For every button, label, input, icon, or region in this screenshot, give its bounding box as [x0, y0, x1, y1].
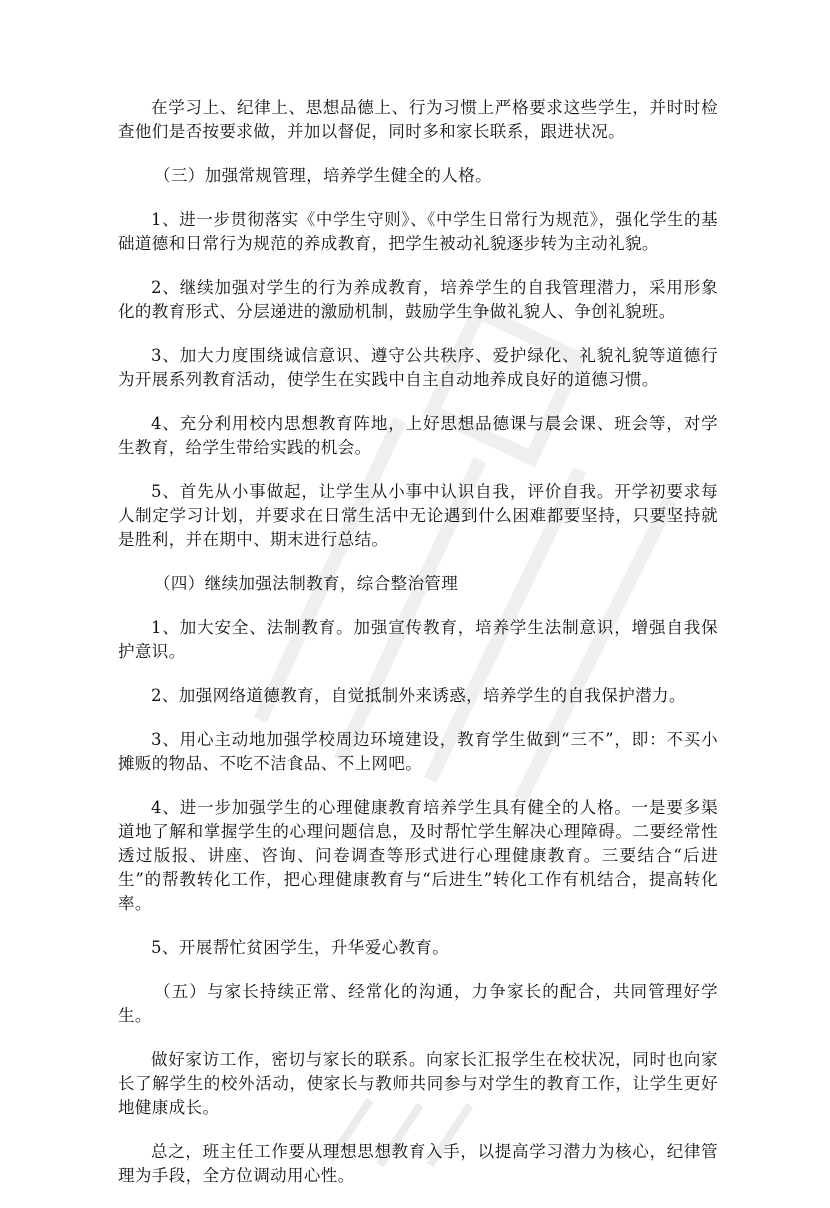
list-item: 4、进一步加强学生的心理健康教育培养学生具有健全的人格。一是要多渠道地了解和掌握学生的心理问题信息，及时帮忙学生解决心理障碍。二要经常性透过版报、讲座、咨询、问卷调查等形式进行心理健康教育。三要结合“后进生”的帮教转化工作，把心理健康教育与“后进生”转化工作有机结合，提高转化率。: [118, 798, 718, 913]
list-item: 5、首先从小事做起，让学生从小事中认识自我，评价自我。开学初要求每人制定学习计划，并要求在日常生活中无论遇到什么困难都要坚持，只要坚持就是胜利，并在期中、期末进行总结。: [118, 482, 718, 549]
list-item: 3、用心主动地加强学校周边环境建设，教育学生做到“三不”，即：不买小摊贩的物品、不吃不洁食品、不上网吧。: [118, 730, 718, 773]
list-item: 3、加大力度围绕诚信意识、遵守公共秩序、爱护绿化、礼貌礼貌等道德行为开展系列教育活动，使学生在实践中自主自动地养成良好的道德习惯。: [118, 346, 718, 389]
list-item: 2、加强网络道德教育，自觉抵制外来诱惑，培养学生的自我保护潜力。: [151, 686, 686, 705]
list-item: 4、充分利用校内思想教育阵地，上好思想品德课与晨会课、班会等，对学生教育，给学生带给实践的机会。: [118, 414, 718, 457]
document-body: [118, 96, 718, 1208]
list-item: 1、进一步贯彻落实《中学生守则》、《中学生日常行为规范》，强化学生的基础道德和日常行为规范的养成教育，把学生被动礼貌逐步转为主动礼貌。: [118, 210, 718, 253]
paragraph-supervise-students: 在学习上、纪律上、思想品德上、行为习惯上严格要求这些学生，并时时检查他们是否按要求做，并加以督促，同时多和家长联系，跟进状况。: [118, 98, 718, 141]
section-heading-3: （三）加强常规管理，培养学生健全的人格。: [154, 166, 492, 185]
paragraph-conclusion: 总之，班主任工作要从理想思想教育入手，以提高学习潜力为核心，纪律管理为手段，全方位调动用心性。: [118, 1142, 718, 1185]
list-item: 5、开展帮忙贫困学生，升华爱心教育。: [151, 938, 450, 957]
list-item: 1、加大安全、法制教育。加强宣传教育，培养学生法制意识，增强自我保护意识。: [118, 618, 718, 661]
paragraph-home-visits: 做好家访工作，密切与家长的联系。向家长汇报学生在校状况，同时也向家长了解学生的校外活动，使家长与教师共同参与对学生的教育工作，让学生更好地健康成长。: [118, 1050, 718, 1117]
section-heading-5: （五）与家长持续正常、经常化的沟通，力争家长的配合，共同管理好学生。: [118, 982, 718, 1025]
section-heading-4: （四）继续加强法制教育，综合整治管理: [154, 574, 459, 593]
list-item: 2、继续加强对学生的行为养成教育，培养学生的自我管理潜力，采用形象化的教育形式、分层递进的激励机制，鼓励学生争做礼貌人、争创礼貌班。: [118, 278, 718, 321]
